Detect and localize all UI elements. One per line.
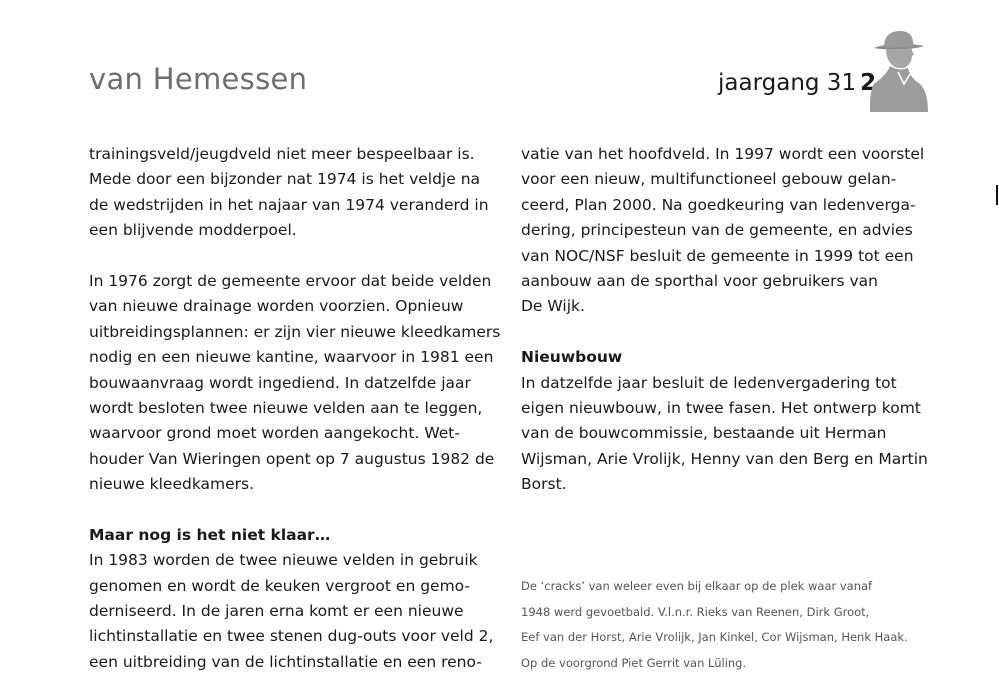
right-column: [521, 142, 928, 497]
paragraph-gap: [89, 244, 489, 269]
text-line: trainingsveld/jeugdveld niet meer bespeelbaar is.: [89, 145, 475, 163]
text-line: In 1976 zorgt de gemeente ervoor dat beide velden: [89, 271, 492, 290]
text-line: nodig en een nieuwe kantine, waarvoor in 1981 een: [89, 348, 494, 367]
text-line: Wijsman, Arie Vrolijk, Henny van den Berg en Martin: [521, 449, 928, 468]
issue-indicator: [718, 70, 876, 96]
text-line: De ‘cracks’ van weleer even bij elkaar op de plek waar vanaf: [521, 579, 873, 593]
text-line: een uitbreiding van de lichtinstallatie en een reno-: [89, 652, 482, 671]
section-heading: Maar nog is het niet klaar…: [89, 525, 331, 544]
text-line: vatie van het hoofdveld. In 1997 wordt een voorstel: [521, 145, 925, 163]
text-line: Op de voorgrond Piet Gerrit van Lüling.: [521, 655, 747, 670]
text-line: van nieuwe drainage worden voorzien. Opnieuw: [89, 297, 464, 316]
text-cursor: [996, 185, 998, 205]
text-line: Mede door een bijzonder nat 1974 is het veldje na: [89, 170, 481, 189]
paragraph-gap: [521, 320, 921, 345]
text-line: lichtinstallatie en twee stenen dug-outs voor veld 2,: [89, 627, 494, 646]
left-column: [89, 142, 501, 675]
text-line: dering, principesteun van de gemeente, en advies: [521, 221, 913, 240]
text-line: een blijvende modderpoel.: [89, 221, 297, 240]
text-line: de wedstrijden in het najaar van 1974 veranderd in: [89, 195, 489, 214]
text-line: wordt besloten twee nieuwe velden aan te leggen,: [89, 398, 483, 417]
hat-silhouette-icon: [868, 28, 930, 112]
magazine-title: van Hemessen: [89, 62, 308, 96]
text-line: Borst.: [521, 475, 567, 494]
page-number: 2: [860, 70, 877, 96]
photo-caption: [521, 574, 921, 676]
text-line: De Wijk.: [521, 297, 585, 316]
text-line: van de bouwcommissie, bestaande uit Herman: [521, 424, 887, 443]
issue-label: jaargang 31: [718, 70, 857, 96]
paragraph-gap: [89, 497, 489, 522]
text-line: bouwaanvraag wordt ingediend. In datzelfde jaar: [89, 373, 471, 392]
text-line: aanbouw aan de sporthal voor gebruikers van: [521, 271, 879, 290]
text-line: Eef van der Horst, Arie Vrolijk, Jan Kinkel, Cor Wijsman, Henk Haak.: [521, 630, 908, 644]
text-line: 1948 werd gevoetbald. V.l.n.r. Rieks van Reenen, Dirk Groot,: [521, 604, 870, 619]
text-line: eigen nieuwbouw, in twee fasen. Het ontwerp komt: [521, 398, 921, 417]
text-line: van NOC/NSF besluit de gemeente in 1999 tot een: [521, 246, 914, 265]
text-line: nieuwe kleedkamers.: [89, 475, 255, 494]
text-line: uitbreidingsplannen: er zijn vier nieuwe kleedkamers: [89, 322, 501, 341]
text-line: In 1983 worden de twee nieuwe velden in gebruik: [89, 551, 478, 570]
text-line: ceerd, Plan 2000. Na goedkeuring van ledenverga-: [521, 195, 916, 214]
text-line: genomen en wordt de keuken vergroot en gemo-: [89, 576, 471, 595]
text-line: waarvoor grond moet worden aangekocht. Wet-: [89, 424, 460, 443]
text-line: voor een nieuw, multifunctioneel gebouw gelan-: [521, 170, 897, 189]
text-line: In datzelfde jaar besluit de ledenvergadering tot: [521, 373, 897, 392]
text-line: houder Van Wieringen opent op 7 augustus 1982 de: [89, 449, 495, 468]
text-line: derniseerd. In de jaren erna komt er een nieuwe: [89, 602, 464, 621]
section-heading: Nieuwbouw: [521, 348, 623, 367]
